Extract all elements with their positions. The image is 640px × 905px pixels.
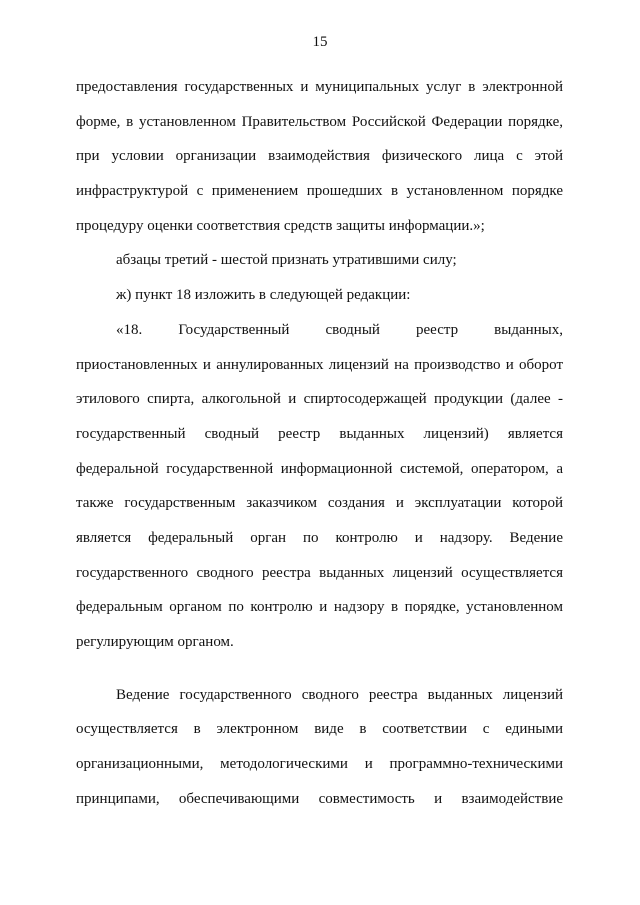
paragraph-amendment-abzacy [76,243,563,278]
paragraph-registry-maintenance [76,678,563,817]
text-line: форме, в установленном Правительством Российской Федерации порядке, [76,113,563,130]
text-line: государственный сводный реестр выданных лицензий) является [76,425,563,442]
page-number: 15 [312,34,328,50]
text-line: абзацы третий - шестой признать утратившими силу; [116,252,457,269]
text-line: также государственным заказчиком создания и эксплуатации которой [76,495,563,512]
text-line: процедуру оценки соответствия средств защиты информации.»; [76,217,485,234]
text-line: федеральным органом по контролю и надзору в порядке, установленном [76,599,563,616]
text-line: инфраструктурой с применением прошедших в установленном порядке [76,183,563,200]
text-line: организационными, методологическими и программно-техническими [76,756,563,773]
paragraph-item-18 [76,313,563,660]
text-line: ж) пункт 18 изложить в следующей редакции: [116,287,411,304]
text-line: Ведение государственного сводного реестра выданных лицензий [116,686,563,703]
paragraph-amendment-punkt [76,278,563,313]
document-body [76,70,563,816]
text-line: федеральной государственной информационной системой, оператором, а [76,460,563,477]
text-line: предоставления государственных и муниципальных услуг в электронной [76,79,563,95]
text-line: государственного сводного реестра выданных лицензий осуществляется [76,564,563,581]
text-line: приостановленных и аннулированных лицензий на производство и оборот [76,356,563,373]
text-line: осуществляется в электронном виде в соответствии с едиными [76,721,563,738]
paragraph-continuation [76,70,563,243]
text-line: является федеральный орган по контролю и надзору. Ведение [76,529,563,546]
text-line: «18. Государственный сводный реестр выданных, [116,321,563,338]
text-line: принципами, обеспечивающими совместимость и взаимодействие [76,790,563,807]
text-line: при условии организации взаимодействия физического лица с этой [76,148,563,165]
text-line: этилового спирта, алкогольной и спиртосодержащей продукции (далее - [76,391,563,408]
text-line: регулирующим органом. [76,634,234,650]
